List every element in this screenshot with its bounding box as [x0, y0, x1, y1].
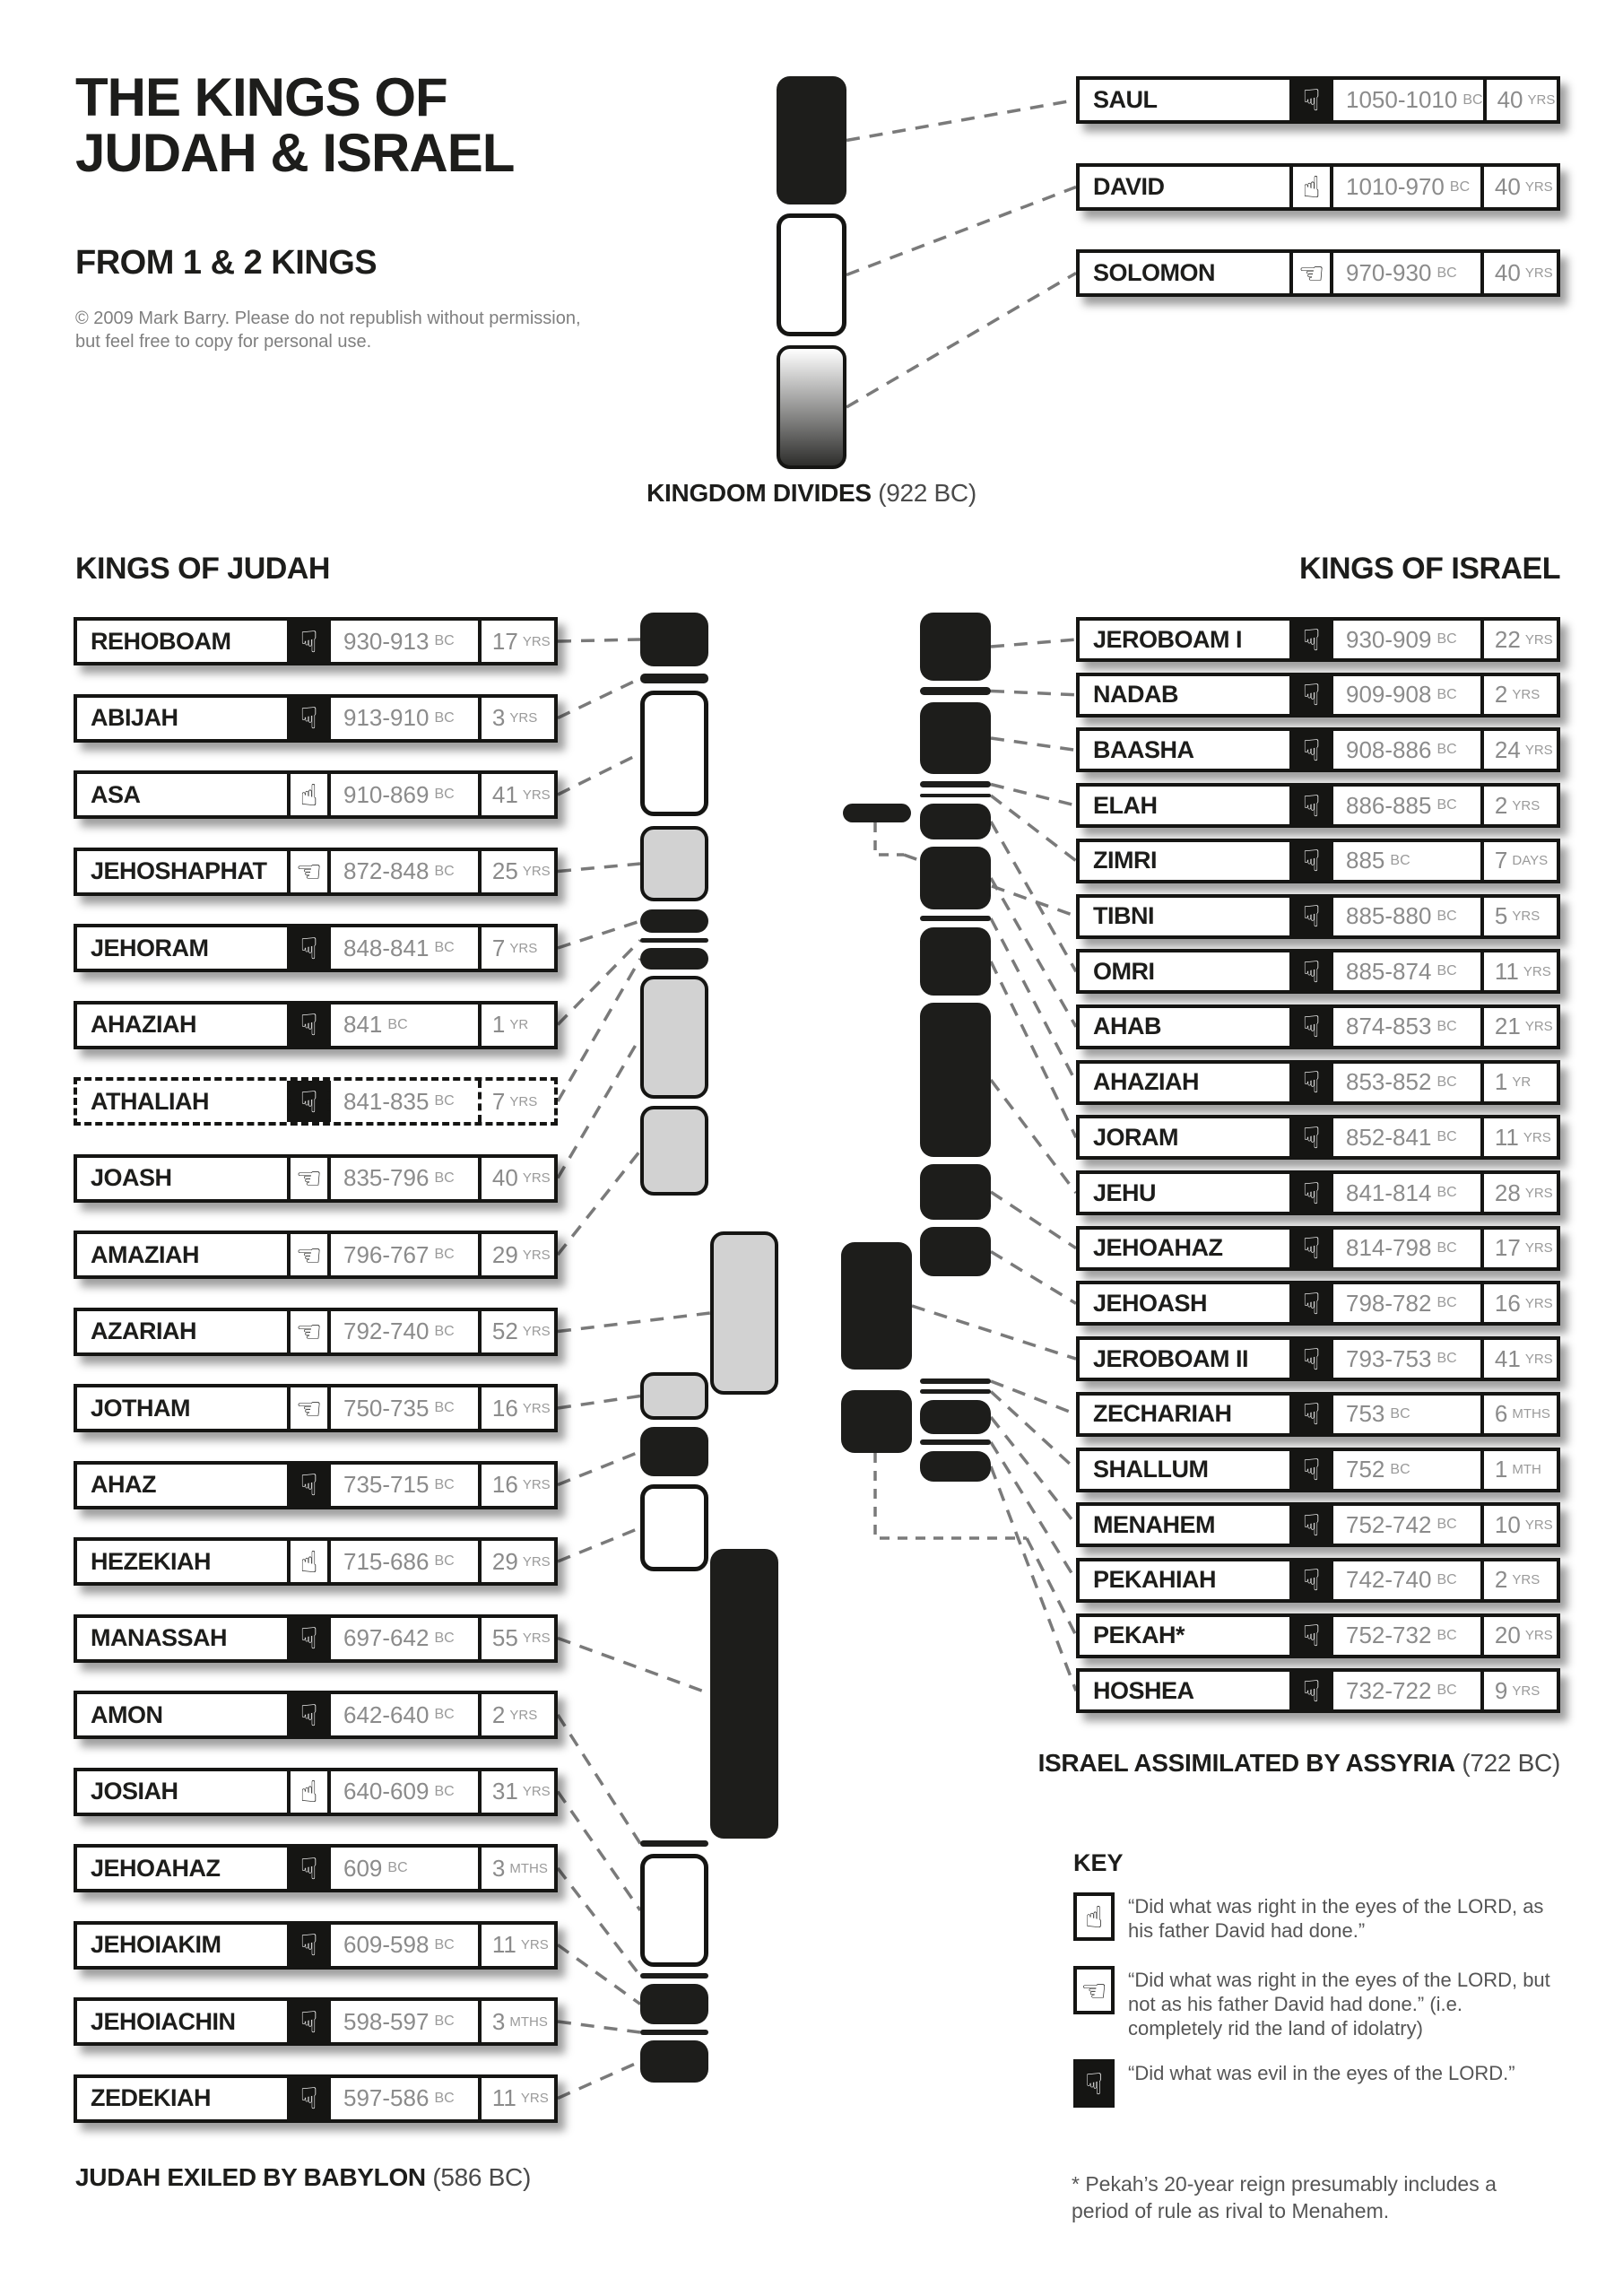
- timeline-bar-rehoboam: [640, 613, 708, 666]
- reign-length: 29 YRS: [478, 1541, 554, 1582]
- timeline-bar-abijah: [640, 674, 708, 683]
- reign-dates: 814-798 BC: [1346, 1234, 1457, 1262]
- king-name: JEROBOAM I: [1093, 625, 1243, 653]
- judah-row-abijah: [74, 694, 558, 743]
- israel-row-jeroboam1: [1076, 617, 1560, 662]
- reign-dates: 852-841 BC: [1346, 1123, 1457, 1151]
- pointing-hand-icon: ☜: [287, 1311, 331, 1352]
- reign-dates: 848-841 BC: [343, 934, 455, 961]
- judah-row-jehoiachin: [74, 1997, 558, 2046]
- thumbs-down-icon: ☟: [287, 1694, 331, 1735]
- reign-length: 5 YRS: [1480, 898, 1557, 935]
- king-name: AMON: [91, 1700, 163, 1728]
- reign-dates: 908-886 BC: [1346, 735, 1457, 763]
- reign-dates: 609 BC: [343, 1854, 408, 1882]
- timeline-bar-athaliah: [640, 948, 708, 970]
- judah-row-joash: [74, 1154, 558, 1203]
- judah-row-rehoboam: [74, 617, 558, 665]
- israel-row-jehoahaz2: [1076, 1226, 1560, 1271]
- reign-dates: 793-753 BC: [1346, 1344, 1457, 1372]
- king-name: JOASH: [91, 1164, 172, 1191]
- timeline-bar-jeroboam1: [920, 613, 991, 681]
- judah-row-zedekiah: [74, 2074, 558, 2123]
- page-title-line1: THE KINGS OF: [75, 67, 447, 127]
- reign-dates: 752 BC: [1346, 1456, 1410, 1483]
- pointing-hand-icon: ☜: [287, 1158, 331, 1199]
- thumbs-down-icon: ☟: [1289, 1672, 1333, 1709]
- reign-length: 41 YRS: [478, 774, 554, 815]
- thumbs-down-icon: ☟: [287, 927, 331, 969]
- judah-row-amaziah: [74, 1231, 558, 1279]
- thumbs-down-icon: ☟: [1289, 1451, 1333, 1489]
- reign-dates: 910-869 BC: [343, 780, 455, 808]
- judah-row-jehoahaz: [74, 1844, 558, 1892]
- judah-row-ahaziah: [74, 1001, 558, 1049]
- reign-dates: 841-814 BC: [1346, 1178, 1457, 1206]
- thumbs-down-icon: ☟: [1289, 1506, 1333, 1544]
- king-name: JEHOAHAZ: [1093, 1234, 1223, 1262]
- label-judah-exiled-bold: JUDAH EXILED BY BABYLON: [75, 2163, 426, 2191]
- judah-row-manassah: [74, 1614, 558, 1663]
- reign-dates: 796-767 BC: [343, 1240, 455, 1268]
- israel-row-jeroboam2: [1076, 1336, 1560, 1381]
- king-name: ZEDEKIAH: [91, 2084, 212, 2111]
- king-name: SAUL: [1093, 86, 1158, 113]
- timeline-bar-pekahiah: [920, 1439, 991, 1445]
- thumbs-up-icon: ☝: [1289, 167, 1333, 207]
- reign-length: 11 YRS: [1480, 1118, 1557, 1156]
- king-name: REHOBOAM: [91, 627, 231, 655]
- reign-dates: 872-848 BC: [343, 857, 455, 884]
- reign-dates: 735-715 BC: [343, 1471, 455, 1498]
- thumbs-down-icon: ☟: [287, 1925, 331, 1966]
- reign-length: 9 YRS: [1480, 1672, 1557, 1709]
- reign-dates: 1010-970 BC: [1346, 173, 1471, 200]
- reign-dates: 609-598 BC: [343, 1931, 455, 1958]
- reign-length: 2 YRS: [1480, 1561, 1557, 1599]
- king-name: AHAB: [1093, 1013, 1161, 1040]
- reign-length: 6 MTHS: [1480, 1396, 1557, 1433]
- reign-length: 41 YRS: [1480, 1340, 1557, 1378]
- king-name: PEKAH*: [1093, 1622, 1185, 1649]
- timeline-bar-amaziah: [640, 1106, 708, 1196]
- copyright-line2: but feel free to copy for personal use.: [75, 332, 372, 352]
- reign-length: 2 YRS: [1480, 676, 1557, 714]
- reign-length: 7 YRS: [478, 1081, 554, 1122]
- reign-length: 1 YR: [478, 1004, 554, 1046]
- timeline-bar-tibni: [843, 804, 911, 822]
- timeline-bar-asa: [640, 691, 708, 816]
- pekah-footnote: * Pekah’s 20-year reign presumably includes a period of rule as rival to Menahem.: [1072, 2172, 1497, 2222]
- page-subtitle: FROM 1 & 2 KINGS: [75, 244, 378, 282]
- israel-row-shallum: [1076, 1448, 1560, 1492]
- thumbs-down-icon: ☟: [1289, 1396, 1333, 1433]
- timeline-bar-omri: [920, 804, 991, 839]
- reign-dates: 715-686 BC: [343, 1547, 455, 1575]
- israel-row-nadab: [1076, 673, 1560, 718]
- israel-row-menahem: [1076, 1502, 1560, 1547]
- judah-row-ahaz: [74, 1461, 558, 1509]
- reign-length: 16 YRS: [1480, 1284, 1557, 1322]
- israel-row-joram: [1076, 1115, 1560, 1160]
- timeline-bar-azariah: [710, 1231, 778, 1395]
- king-name: JEHOASH: [1093, 1289, 1208, 1317]
- israel-row-ahab: [1076, 1004, 1560, 1049]
- thumbs-up-icon: ☝: [287, 774, 331, 815]
- reign-dates: 753 BC: [1346, 1400, 1410, 1428]
- israel-row-pekah: [1076, 1613, 1560, 1658]
- reign-length: 10 YRS: [1480, 1506, 1557, 1544]
- copyright-line1: © 2009 Mark Barry. Please do not republish without permission,: [75, 309, 581, 328]
- timeline-bar-shallum: [920, 1389, 991, 1394]
- king-name: OMRI: [1093, 957, 1155, 985]
- reign-length: 1 YR: [1480, 1064, 1557, 1101]
- timeline-bar-jehoshaphat: [640, 826, 708, 901]
- judah-row-jehoshaphat: [74, 848, 558, 896]
- timeline-bar-jehu: [920, 1003, 991, 1157]
- thumbs-down-icon: ☟: [287, 1848, 331, 1889]
- reign-length: 21 YRS: [1480, 1008, 1557, 1046]
- reign-dates: 841 BC: [343, 1011, 408, 1038]
- king-name: PEKAHIAH: [1093, 1566, 1217, 1594]
- thumbs-down-icon: ☟: [1289, 1064, 1333, 1101]
- timeline-bar-david: [777, 213, 846, 336]
- reign-dates: 885 BC: [1346, 847, 1410, 874]
- thumbs-down-icon: ☟: [1289, 787, 1333, 824]
- reign-dates: 930-909 BC: [1346, 625, 1457, 653]
- reign-dates: 885-874 BC: [1346, 957, 1457, 985]
- judah-row-athaliah: [74, 1077, 558, 1126]
- thumbs-down-icon: ☟: [1289, 898, 1333, 935]
- united-row-solomon: [1076, 249, 1560, 297]
- king-name: ASA: [91, 780, 141, 808]
- judah-row-jotham: [74, 1384, 558, 1432]
- israel-row-pekahiah: [1076, 1558, 1560, 1603]
- reign-dates: 885-880 BC: [1346, 902, 1457, 929]
- reign-length: 40 YRS: [1480, 167, 1557, 207]
- timeline-bar-solomon: [777, 345, 846, 469]
- label-israel-assimilated-note: (722 BC): [1454, 1749, 1560, 1777]
- reign-length: 52 YRS: [478, 1311, 554, 1352]
- page-title-line2: JUDAH & ISRAEL: [75, 123, 515, 183]
- united-row-saul: [1076, 76, 1560, 124]
- reign-length: 7 DAYS: [1480, 842, 1557, 880]
- key-thumbs-up-icon: ☝: [1073, 1892, 1115, 1941]
- king-name: JEHU: [1093, 1178, 1157, 1206]
- label-kingdom-divides-note: (922 BC): [871, 479, 976, 507]
- thumbs-down-icon: ☟: [1289, 80, 1333, 120]
- thumbs-down-icon: ☟: [1289, 1617, 1333, 1655]
- tibni-elbow: [875, 822, 904, 855]
- reign-dates: 640-609 BC: [343, 1778, 455, 1805]
- reign-length: 7 YRS: [478, 927, 554, 969]
- timeline-bar-amon: [640, 1840, 708, 1847]
- king-name: AZARIAH: [91, 1318, 196, 1344]
- timeline-bar-jehoahaz: [640, 1973, 708, 1979]
- timeline-bar-joash: [640, 976, 708, 1099]
- pointing-hand-icon: ☜: [287, 1387, 331, 1429]
- reign-dates: 732-722 BC: [1346, 1676, 1457, 1704]
- reign-dates: 697-642 BC: [343, 1624, 455, 1651]
- thumbs-up-icon: ☝: [287, 1771, 331, 1813]
- reign-length: 29 YRS: [478, 1234, 554, 1275]
- reign-dates: 1050-1010 BC: [1346, 86, 1483, 113]
- thumbs-down-icon: ☟: [287, 698, 331, 739]
- thumbs-down-icon: ☟: [287, 1465, 331, 1506]
- king-name: AHAZIAH: [1093, 1068, 1199, 1096]
- reign-length: 17 YRS: [478, 621, 554, 662]
- reign-length: 40 YRS: [1480, 253, 1557, 293]
- thumbs-down-icon: ☟: [1289, 731, 1333, 769]
- timeline-bar-jotham: [640, 1372, 708, 1420]
- thumbs-down-icon: ☟: [1289, 1340, 1333, 1378]
- key-pointing-hand-icon: ☜: [1073, 1966, 1115, 2014]
- reign-length: 2 YRS: [478, 1694, 554, 1735]
- reign-length: 3 MTHS: [478, 2001, 554, 2042]
- label-judah-exiled-note: (586 BC): [425, 2163, 531, 2191]
- timeline-bar-baasha: [920, 702, 991, 774]
- thumbs-down-icon: ☟: [287, 1618, 331, 1659]
- reign-length: 11 YRS: [1480, 952, 1557, 990]
- timeline-bar-zechariah: [920, 1378, 991, 1384]
- reign-dates: 792-740 BC: [343, 1318, 455, 1344]
- timeline-bar-joram: [920, 927, 991, 996]
- timeline-bar-ahaziah2: [920, 916, 991, 921]
- reign-dates: 853-852 BC: [1346, 1068, 1457, 1096]
- reign-dates: 835-796 BC: [343, 1164, 455, 1191]
- king-name: NADAB: [1093, 681, 1178, 709]
- timeline-bar-jehoahaz2: [920, 1164, 991, 1220]
- reign-dates: 841-835 BC: [343, 1087, 455, 1115]
- thumbs-down-icon: ☟: [1289, 1284, 1333, 1322]
- reign-length: 40 YRS: [478, 1158, 554, 1199]
- timeline-bar-ahab: [920, 847, 991, 909]
- heading-kings-of-israel: KINGS OF ISRAEL: [1299, 552, 1560, 586]
- judah-row-amon: [74, 1691, 558, 1739]
- thumbs-down-icon: ☟: [1289, 1561, 1333, 1599]
- reign-length: 16 YRS: [478, 1387, 554, 1429]
- israel-row-ahaziah2: [1076, 1060, 1560, 1105]
- reign-dates: 874-853 BC: [1346, 1013, 1457, 1040]
- reign-dates: 886-885 BC: [1346, 791, 1457, 819]
- judah-row-jehoiakim: [74, 1921, 558, 1970]
- reign-length: 24 YRS: [1480, 731, 1557, 769]
- thumbs-down-icon: ☟: [1289, 1008, 1333, 1046]
- timeline-bar-hezekiah: [640, 1484, 708, 1571]
- king-name: ELAH: [1093, 791, 1158, 819]
- reign-length: 11 YRS: [478, 1925, 554, 1966]
- reign-dates: 913-910 BC: [343, 704, 455, 731]
- reign-length: 17 YRS: [1480, 1230, 1557, 1267]
- timeline-bar-jehoiachin: [640, 2030, 708, 2035]
- reign-dates: 798-782 BC: [1346, 1289, 1457, 1317]
- timeline-bar-nadab: [920, 687, 991, 695]
- reign-length: 40 YRS: [1483, 80, 1559, 120]
- judah-row-josiah: [74, 1768, 558, 1816]
- king-name: JOTHAM: [91, 1394, 190, 1422]
- israel-row-jehu: [1076, 1170, 1560, 1215]
- reign-length: 2 YRS: [1480, 787, 1557, 824]
- israel-row-jehoash: [1076, 1281, 1560, 1326]
- timeline-bar-ahaz: [640, 1427, 708, 1476]
- reign-dates: 930-913 BC: [343, 627, 455, 655]
- reign-dates: 970-930 BC: [1346, 259, 1457, 286]
- timeline-bar-pekah: [841, 1390, 912, 1453]
- thumbs-down-icon: ☟: [287, 1081, 331, 1122]
- thumbs-down-icon: ☟: [1289, 621, 1333, 658]
- king-name: BAASHA: [1093, 735, 1194, 763]
- key-title: KEY: [1073, 1849, 1124, 1876]
- timeline-bar-zimri: [920, 794, 991, 797]
- king-name: JEROBOAM II: [1093, 1344, 1249, 1372]
- israel-row-tibni: [1076, 894, 1560, 939]
- israel-row-baasha: [1076, 727, 1560, 772]
- reign-dates: 642-640 BC: [343, 1700, 455, 1728]
- reign-length: 22 YRS: [1480, 621, 1557, 658]
- timeline-bar-elah: [920, 781, 991, 787]
- pointing-hand-icon: ☜: [287, 1234, 331, 1275]
- thumbs-down-icon: ☟: [1289, 842, 1333, 880]
- reign-length: 55 YRS: [478, 1618, 554, 1659]
- reign-length: 25 YRS: [478, 851, 554, 892]
- heading-kings-of-judah: KINGS OF JUDAH: [75, 552, 330, 586]
- reign-length: 11 YRS: [478, 2078, 554, 2119]
- reign-dates: 752-732 BC: [1346, 1622, 1457, 1649]
- timeline-bar-josiah: [640, 1854, 708, 1967]
- key-thumbs-down-icon: ☟: [1073, 2059, 1115, 2108]
- king-name: MENAHEM: [1093, 1510, 1215, 1538]
- reign-length: 16 YRS: [478, 1465, 554, 1506]
- thumbs-down-icon: ☟: [1289, 1118, 1333, 1156]
- timeline-bar-menahem: [920, 1400, 991, 1434]
- king-name: AHAZIAH: [91, 1011, 196, 1038]
- reign-dates: 598-597 BC: [343, 2007, 455, 2035]
- king-name: JEHOSHAPHAT: [91, 857, 267, 884]
- king-name: ZECHARIAH: [1093, 1400, 1232, 1428]
- thumbs-down-icon: ☟: [1289, 1230, 1333, 1267]
- israel-row-zimri: [1076, 839, 1560, 883]
- reign-dates: 752-742 BC: [1346, 1510, 1457, 1538]
- timeline-bar-jehoiakim: [640, 1984, 708, 2024]
- king-name: HEZEKIAH: [91, 1547, 212, 1575]
- king-name: AMAZIAH: [91, 1240, 199, 1268]
- timeline-bar-jehoash: [920, 1227, 991, 1276]
- king-name: ATHALIAH: [91, 1087, 209, 1115]
- label-israel-assimilated-bold: ISRAEL ASSIMILATED BY ASSYRIA: [1037, 1749, 1455, 1777]
- united-row-david: [1076, 163, 1560, 211]
- label-kingdom-divides-bold: KINGDOM DIVIDES: [647, 479, 872, 507]
- timeline-bar-ahaziah: [640, 938, 708, 943]
- reign-length: 3 YRS: [478, 698, 554, 739]
- king-name: SHALLUM: [1093, 1456, 1209, 1483]
- key-item-text: “Did what was right in the eyes of the LORD, as his father David had done.”: [1128, 1895, 1544, 1942]
- reign-length: 1 MTH: [1480, 1451, 1557, 1489]
- thumbs-up-icon: ☝: [287, 1541, 331, 1582]
- king-name: JOSIAH: [91, 1778, 178, 1805]
- timeline-bar-hoshea: [920, 1451, 991, 1482]
- reign-dates: 750-735 BC: [343, 1394, 455, 1422]
- pointing-hand-icon: ☜: [1289, 253, 1333, 293]
- israel-row-elah: [1076, 783, 1560, 828]
- king-name: TIBNI: [1093, 902, 1154, 929]
- reign-dates: 597-586 BC: [343, 2084, 455, 2111]
- judah-row-jehoram: [74, 924, 558, 972]
- israel-row-omri: [1076, 949, 1560, 994]
- judah-row-hezekiah: [74, 1537, 558, 1586]
- judah-row-asa: [74, 770, 558, 819]
- thumbs-down-icon: ☟: [287, 1004, 331, 1046]
- king-name: ZIMRI: [1093, 847, 1157, 874]
- king-name: JEHOIAKIM: [91, 1931, 221, 1958]
- pointing-hand-icon: ☜: [287, 851, 331, 892]
- king-name: DAVID: [1093, 173, 1165, 200]
- king-name: JEHOIACHIN: [91, 2007, 236, 2035]
- timeline-bar-manassah: [710, 1549, 778, 1839]
- thumbs-down-icon: ☟: [1289, 952, 1333, 990]
- king-name: JEHOAHAZ: [91, 1854, 221, 1882]
- thumbs-down-icon: ☟: [1289, 676, 1333, 714]
- timeline-bar-saul: [777, 76, 846, 204]
- reign-length: 20 YRS: [1480, 1617, 1557, 1655]
- reign-dates: 742-740 BC: [1346, 1566, 1457, 1594]
- king-name: MANASSAH: [91, 1624, 228, 1651]
- reign-length: 28 YRS: [1480, 1174, 1557, 1212]
- thumbs-down-icon: ☟: [287, 2001, 331, 2042]
- reign-length: 3 MTHS: [478, 1848, 554, 1889]
- israel-row-zechariah: [1076, 1392, 1560, 1437]
- thumbs-down-icon: ☟: [287, 621, 331, 662]
- timeline-bar-zedekiah: [640, 2040, 708, 2083]
- king-name: ABIJAH: [91, 704, 178, 731]
- timeline-bar-jehoram: [640, 909, 708, 933]
- key-item-text: “Did what was right in the eyes of the LORD, but not as his father David had done.” (i.e. completely rid the land of idolatry): [1128, 1969, 1550, 2039]
- judah-row-azariah: [74, 1308, 558, 1356]
- king-name: AHAZ: [91, 1471, 156, 1498]
- israel-row-hoshea: [1076, 1668, 1560, 1713]
- timeline-bar-jeroboam2: [841, 1242, 912, 1370]
- thumbs-down-icon: ☟: [287, 2078, 331, 2119]
- key-item-text: “Did what was evil in the eyes of the LORD.”: [1128, 2062, 1515, 2084]
- reign-length: 31 YRS: [478, 1771, 554, 1813]
- king-name: SOLOMON: [1093, 259, 1215, 286]
- king-name: JORAM: [1093, 1123, 1179, 1151]
- thumbs-down-icon: ☟: [1289, 1174, 1333, 1212]
- king-name: HOSHEA: [1093, 1676, 1194, 1704]
- reign-dates: 909-908 BC: [1346, 681, 1457, 709]
- king-name: JEHORAM: [91, 934, 209, 961]
